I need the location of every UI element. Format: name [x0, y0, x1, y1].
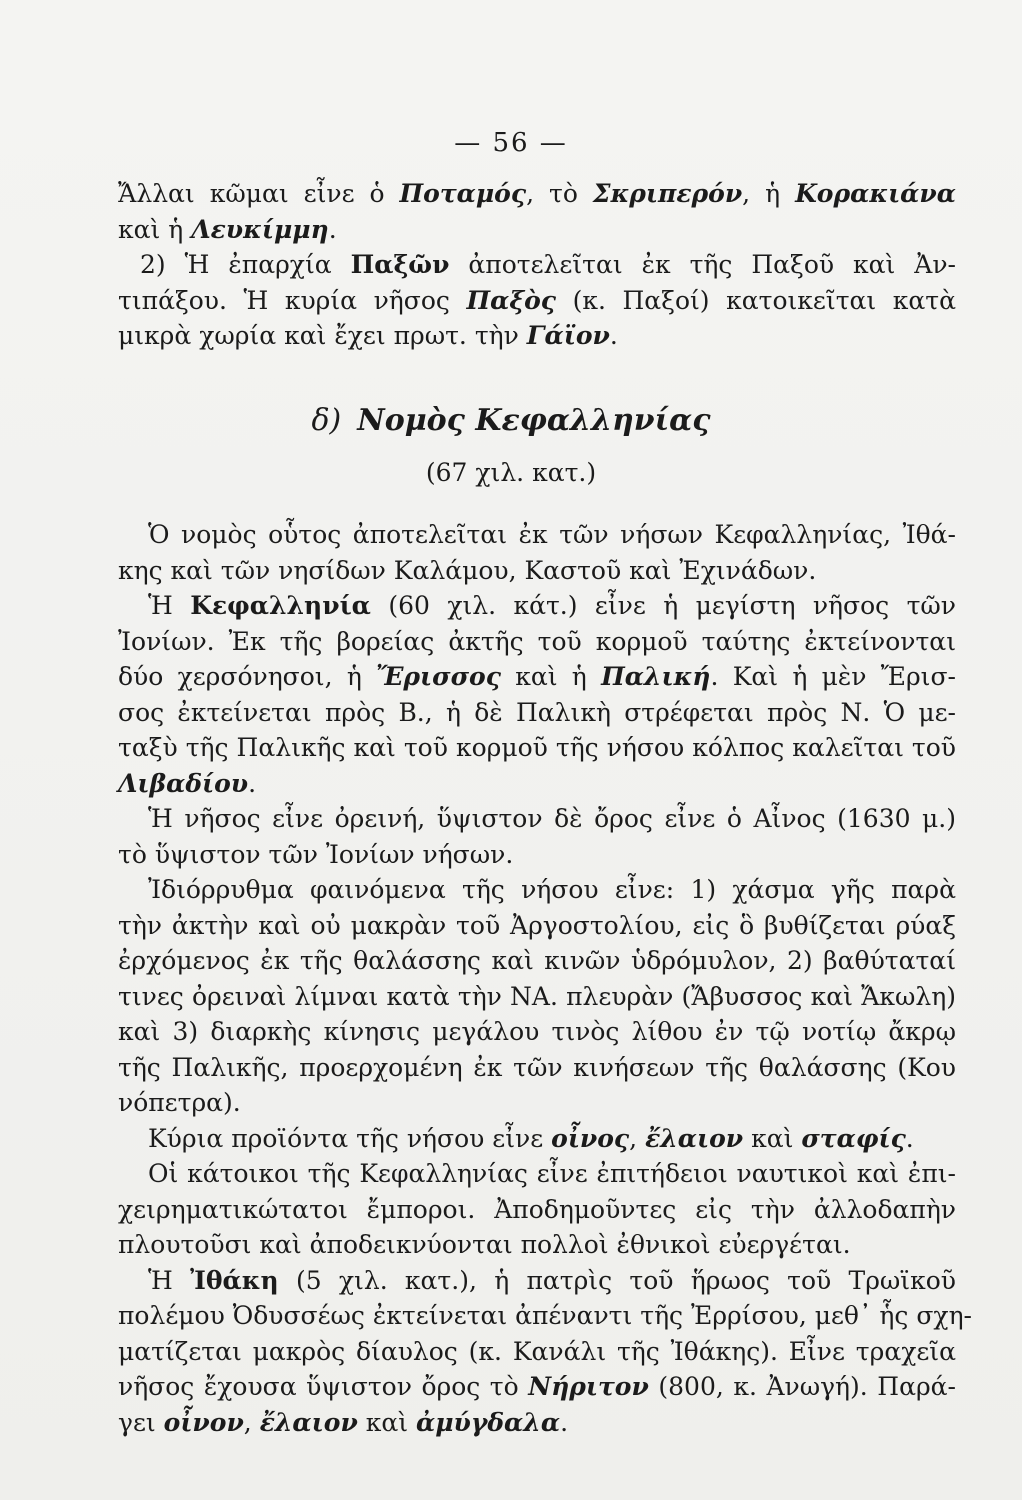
text-line: τινες ὀρειναὶ λίμναι κατὰ τὴν ΝΑ. πλευρὰν (Ἄβυσσος καὶ Ἄκωλη) [118, 981, 956, 1011]
place-name: Σκριπερόν [592, 179, 743, 208]
text-line: Ἰδιόρρυθμα φαινόμενα τῆς νήσου εἶνε: 1) χάσμα γῆς παρὰ [148, 875, 956, 904]
section-area: (67 χιλ. κατ.) [425, 458, 597, 487]
text-line: σος ἐκτείνεται πρὸς Β., ἡ δὲ Παλικὴ στρέφεται πρὸς Ν. Ὁ με- [118, 697, 956, 727]
text-line: κης καὶ τῶν νησίδων Καλάμου, Καστοῦ καὶ Ἐχινάδων. [118, 555, 817, 585]
text-line: τὴν ἀκτὴν καὶ οὐ μακρὰν τοῦ Ἀργοστολίου, εἰς ὃ βυθίζεται ρύαξ [118, 910, 956, 940]
body-text [118, 517, 972, 1440]
product-name: ἔλαιον [645, 1123, 744, 1153]
place-name: Παξὸς [466, 285, 557, 315]
text-line: γει οἶνον, ἔλαιον καὶ ἀμύγδαλα. [118, 1407, 569, 1437]
product-name: οἶνος [551, 1123, 630, 1153]
text-line: καὶ 3) διαρκὴς κίνησις μεγάλου τινὸς λίθου ἐν τῷ νοτίῳ ἄκρῳ [118, 1017, 956, 1046]
text-line: τὸ ὕψιστον τῶν Ἰονίων νήσων. [118, 839, 514, 869]
text-line: τιπάξου. Ἡ κυρία νῆσος Παξὸς (κ. Παξοί) κατοικεῖται κατὰ [118, 285, 956, 315]
place-name: Νήριτον [528, 1372, 649, 1401]
text-line: χειρηματικώτατοι ἔμποροι. Ἀποδημοῦντες εἰς τὴν ἀλλοδαπὴν [118, 1194, 956, 1224]
text-line: Οἱ κάτοικοι τῆς Κεφαλληνίας εἶνε ἐπιτήδειοι ναυτικοὶ καὶ ἐπι- [148, 1159, 956, 1188]
text-line: πολέμου Ὀδυσσέως ἐκτείνεται ἀπέναντι τῆς Ἐρρίσου, μεθ᾽ ἧς σχη- [118, 1301, 972, 1330]
text-line: Ἰονίων. Ἐκ τῆς βορείας ἀκτῆς τοῦ κορμοῦ ταύτης ἐκτείνονται [118, 626, 956, 656]
place-name: Κορακιάνα [795, 179, 956, 208]
place-name: Λευκίμμη [191, 214, 329, 244]
product-name: ἀμύγδαλα [416, 1407, 561, 1437]
place-name: Λιβαδίου [118, 768, 249, 798]
text-line: τῆς Παλικῆς, προερχομένη ἐκ τῶν κινήσεων τῆς θαλάσσης (Κου [118, 1052, 956, 1082]
text-line: μικρὰ χωρία καὶ ἔχει πρωτ. τὴν Γάϊον. [118, 321, 618, 350]
product-name: οἶνον [163, 1407, 244, 1437]
text-line: Κύρια προϊόντα τῆς νήσου εἶνε οἶνος, ἔλαιον καὶ σταφίς. [148, 1123, 914, 1153]
text-line: Ἄλλαι κῶμαι εἶνε ὁ Ποταμός, τὸ Σκριπερόν, ἡ Κορακιάνα [118, 179, 956, 208]
text-line: Ἡ νῆσος εἶνε ὀρεινή, ὕψιστον δὲ ὄρος εἶνε ὁ Αἶνος (1630 μ.) [148, 804, 956, 833]
text-line: πλουτοῦσι καὶ ἀποδεικνύονται πολλοὶ ἐθνικοὶ εὐεργέται. [118, 1230, 851, 1259]
place-name: Ἔρισσος [376, 662, 501, 691]
text-line: ματίζεται μακρὸς δίαυλος (κ. Κανάλι τῆς Ἰθάκης). Εἶνε τραχεῖα [118, 1336, 956, 1366]
place-name: Ποταμός [399, 179, 527, 208]
product-name: σταφίς [801, 1123, 906, 1153]
text-line: ταξὺ τῆς Παλικῆς καὶ τοῦ κορμοῦ τῆς νήσου κόλπος καλεῖται τοῦ [118, 733, 956, 762]
text-line: Ἡ Ἰθάκη (5 χιλ. κατ.), ἡ πατρὶς τοῦ ἥρωος τοῦ Τρωϊκοῦ [148, 1265, 956, 1295]
section-heading: δ) Νομὸς Κεφαλληνίας [311, 403, 711, 438]
section-title: Νομὸς Κεφαλληνίας [357, 403, 711, 438]
text-line: Ὁ νομὸς οὗτος ἀποτελεῖται ἐκ τῶν νήσων Κεφαλληνίας, Ἰθά- [148, 520, 956, 549]
text-line: Λιβαδίου. [118, 768, 257, 798]
text-line: νῆσος ἔχουσα ὕψιστον ὄρος τὸ Νήριτον (800, κ. Ἀνωγή). Παρά- [118, 1372, 956, 1401]
bold-term: Κεφαλληνία [190, 591, 371, 620]
bold-term: Ἰθάκη [190, 1265, 279, 1295]
place-name: Παλική [601, 662, 711, 691]
text-line: δύο χερσόνησοι, ἡ Ἔρισσος καὶ ἡ Παλική. Καὶ ἡ μὲν Ἔρισ- [118, 662, 956, 691]
place-name: Γάϊον [526, 321, 610, 350]
text-line: ἐρχόμενος ἐκ τῆς θαλάσσης καὶ κινῶν ὑδρόμυλον, 2) βαθύταταί [118, 946, 956, 975]
text-line: 2) Ἡ ἐπαρχία Παξῶν ἀποτελεῖται ἐκ τῆς Παξοῦ καὶ Ἀν- [140, 250, 956, 279]
bold-term: Παξῶν [350, 250, 450, 279]
text-line: Ἡ Κεφαλληνία (60 χιλ. κάτ.) εἶνε ἡ μεγίστη νῆσος τῶν [148, 591, 956, 620]
text-line: καὶ ἡ Λευκίμμη. [118, 214, 337, 244]
product-name: ἔλαιον [259, 1407, 358, 1437]
intro-paragraph [118, 176, 956, 354]
text-line: νόπετρα). [118, 1088, 241, 1117]
page-number: — 56 — [454, 128, 568, 158]
